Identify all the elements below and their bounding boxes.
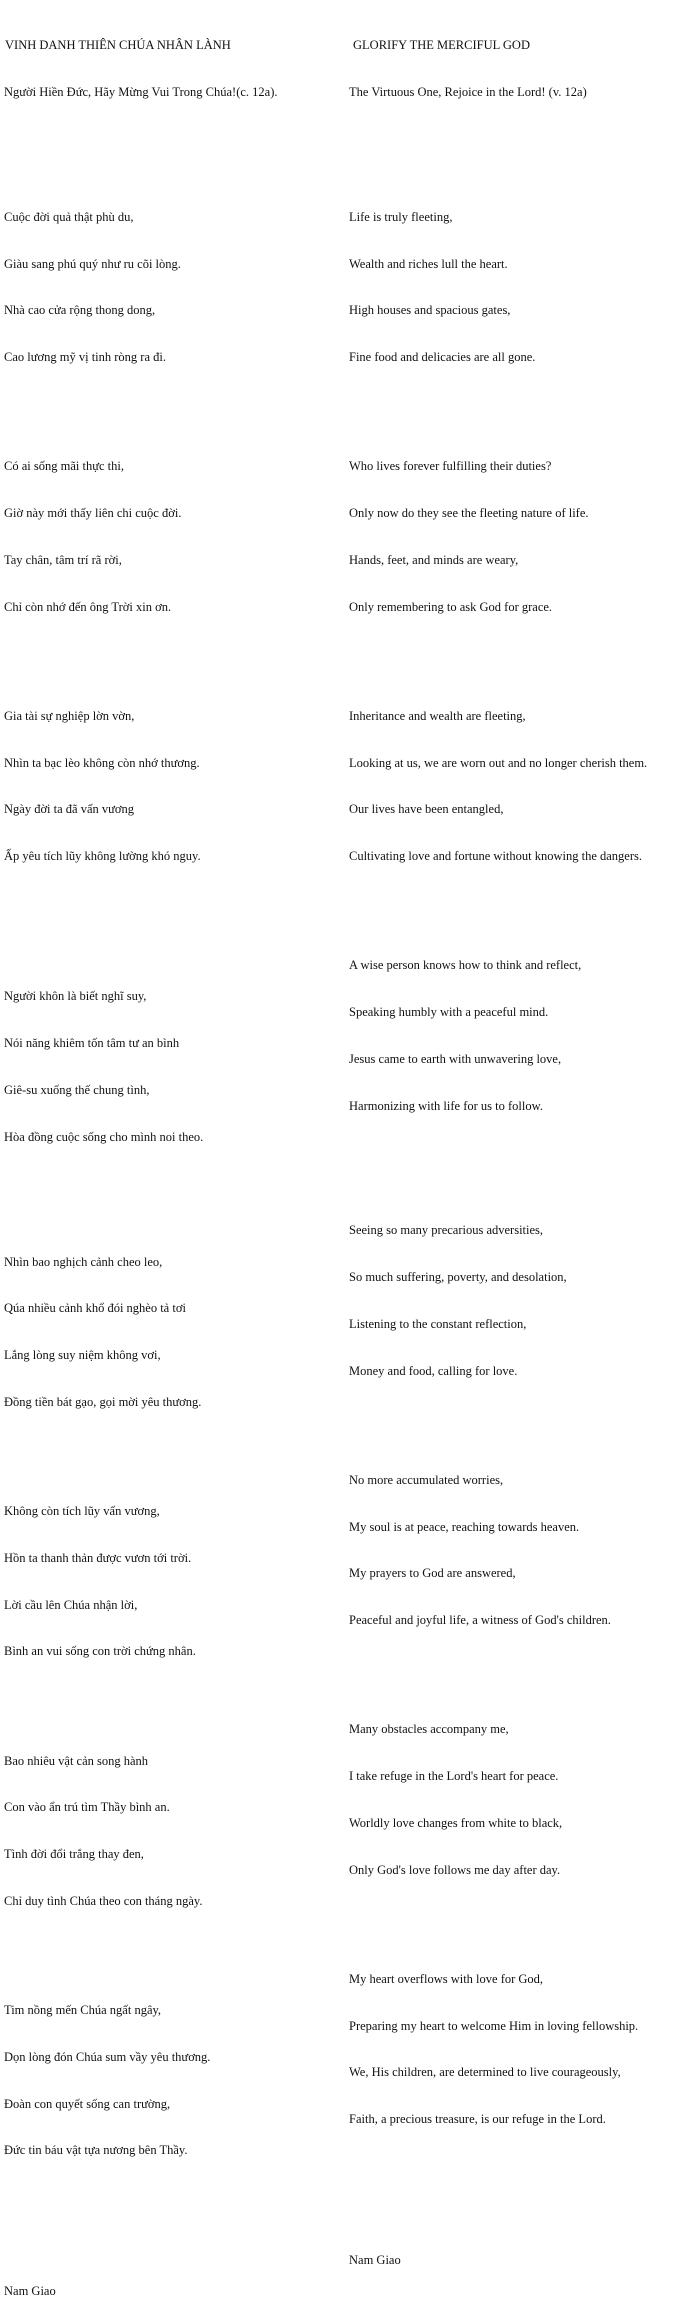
- verse-line: Worldly love changes from white to black,: [349, 1815, 563, 1830]
- verse-line: Seeing so many precarious adversities,: [349, 1223, 544, 1238]
- verse-line: Ngày đời ta đã vấn vương: [4, 802, 135, 817]
- verse-line: Only now do they see the fleeting nature of life.: [349, 506, 589, 520]
- verse-line: My prayers to God are answered,: [349, 1566, 516, 1581]
- verse-line: Preparing my heart to welcome Him in loving fellowship.: [349, 2018, 639, 2033]
- poem-title: GLORIFY THE MERCIFUL GOD: [353, 38, 530, 53]
- verse-line: Người khôn là biết nghĩ suy,: [4, 989, 147, 1004]
- vietnamese-column: [4, 7, 339, 2315]
- verse-line: Nhà cao cửa rộng thong dong,: [4, 303, 156, 318]
- poem-author: Nam Giao: [4, 2283, 56, 2298]
- verse-line: No more accumulated worries,: [349, 1472, 504, 1487]
- verse-line: Inheritance and wealth are fleeting,: [349, 708, 526, 723]
- verse-line: Nhìn ta bạc lèo không còn nhớ thương.: [4, 755, 200, 770]
- verse-line: Bao nhiêu vật cản song hành: [4, 1753, 149, 1768]
- verse-line: Life is truly fleeting,: [349, 209, 453, 224]
- english-column: [349, 7, 671, 2284]
- verse-line: Tình đời đổi trắng thay đen,: [4, 1847, 144, 1862]
- verse-line: Giàu sang phú quý như ru cõi lòng.: [4, 256, 181, 271]
- verse-line: Tim nồng mến Chúa ngất ngây,: [4, 2003, 162, 2017]
- verse-line: Chỉ duy tình Chúa theo con tháng ngày.: [4, 1893, 203, 1908]
- verse-line: Many obstacles accompany me,: [349, 1722, 509, 1737]
- verse-line: Our lives have been entangled,: [349, 802, 504, 817]
- verse-line: High houses and spacious gates,: [349, 303, 511, 318]
- verse-line: We, His children, are determined to live courageously,: [349, 2065, 621, 2080]
- verse-line: Tay chân, tâm trí rã rời,: [4, 552, 122, 567]
- verse-line: Only remembering to ask God for grace.: [349, 599, 553, 614]
- verse-line: Nhìn bao nghịch cảnh cheo leo,: [4, 1254, 163, 1269]
- verse-line: Cao lương mỹ vị tinh ròng ra đi.: [4, 350, 166, 365]
- verse-line: Gia tài sự nghiệp lờn vờn,: [4, 708, 135, 723]
- verse-line: I take refuge in the Lord's heart for peace.: [349, 1769, 559, 1784]
- verse-line: Bình an vui sống con trời chứng nhân.: [4, 1644, 196, 1659]
- poem-subtitle: The Virtuous One, Rejoice in the Lord! (v. 12a): [349, 84, 587, 99]
- verse-line: Đoàn con quyết sống can trường,: [4, 2096, 171, 2111]
- verse-line: Lời cầu lên Chúa nhận lời,: [4, 1597, 138, 1612]
- verse-line: Có ai sống mãi thực thi,: [4, 459, 124, 474]
- verse-line: Who lives forever fulfilling their duties?: [349, 459, 552, 474]
- poem-author: Nam Giao: [349, 2252, 401, 2267]
- verse-line: Listening to the constant reflection,: [349, 1316, 527, 1331]
- verse-line: Qúa nhiều cảnh khổ đói nghèo tả tơi: [4, 1301, 186, 1316]
- verse-line: Không còn tích lũy vấn vương,: [4, 1504, 160, 1518]
- verse-line: Looking at us, we are worn out and no longer cherish them.: [349, 755, 648, 770]
- verse-line: Faith, a precious treasure, is our refuge in the Lord.: [349, 2112, 606, 2127]
- verse-line: A wise person knows how to think and reflect,: [349, 958, 582, 973]
- verse-line: Hồn ta thanh thản được vươn tới trời.: [4, 1550, 192, 1565]
- poem-title: VINH DANH THIÊN CHÚA NHÂN LÀNH: [5, 38, 231, 53]
- verse-line: Chỉ còn nhớ đến ông Trời xin ơn.: [4, 599, 172, 614]
- verse-line: Money and food, calling for love.: [349, 1363, 518, 1378]
- verse-line: Peaceful and joyful life, a witness of God's children.: [349, 1613, 611, 1628]
- verse-line: Đồng tiền bát gạo, gọi mời yêu thương.: [4, 1394, 202, 1409]
- verse-line: Harmonizing with life for us to follow.: [349, 1098, 543, 1113]
- verse-line: Hands, feet, and minds are weary,: [349, 552, 519, 567]
- verse-line: Fine food and delicacies are all gone.: [349, 350, 536, 365]
- verse-line: Speaking humbly with a peaceful mind.: [349, 1005, 549, 1019]
- verse-line: Lắng lòng suy niệm không vơi,: [4, 1348, 161, 1363]
- verse-line: Jesus came to earth with unwavering love,: [349, 1051, 562, 1066]
- verse-line: My soul is at peace, reaching towards heaven.: [349, 1519, 580, 1534]
- verse-line: Cuộc đời quả thật phù du,: [4, 209, 134, 224]
- verse-line: Con vào ẩn trú tìm Thầy bình an.: [4, 1800, 170, 1815]
- verse-line: Nói năng khiêm tốn tâm tư an bình: [4, 1036, 180, 1051]
- verse-line: Giờ này mới thấy liên chi cuộc đời.: [4, 506, 182, 520]
- verse-line: Only God's love follows me day after day.: [349, 1862, 561, 1877]
- verse-line: My heart overflows with love for God,: [349, 1971, 544, 1986]
- poem-subtitle: Người Hiền Đức, Hãy Mừng Vui Trong Chúa!(c. 12a).: [4, 84, 278, 99]
- verse-line: Ấp yêu tích lũy không lường khó nguy.: [4, 849, 201, 864]
- verse-line: Giê-su xuống thế chung tình,: [4, 1082, 150, 1097]
- verse-line: Dọn lòng đón Chúa sum vầy yêu thương.: [4, 2049, 211, 2064]
- verse-line: Cultivating love and fortune without knowing the dangers.: [349, 849, 643, 864]
- verse-line: Hòa đồng cuộc sống cho mình noi theo.: [4, 1129, 204, 1144]
- verse-line: So much suffering, poverty, and desolation,: [349, 1270, 567, 1285]
- verse-line: Wealth and riches lull the heart.: [349, 256, 508, 271]
- verse-line: Đức tin báu vật tựa nương bên Thầy.: [4, 2143, 188, 2158]
